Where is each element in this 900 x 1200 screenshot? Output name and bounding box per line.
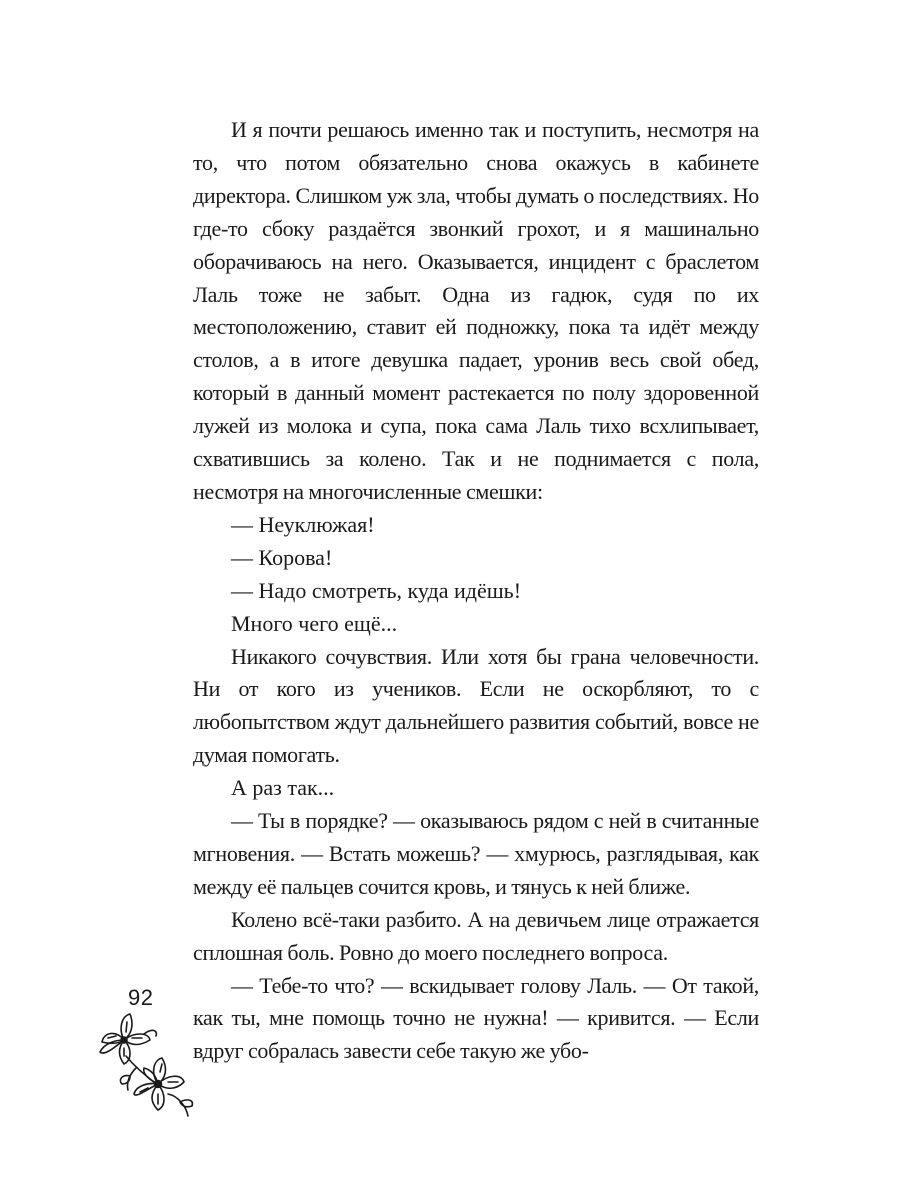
paragraph: — Ты в порядке? — оказываюсь рядом с ней в считанные мгновения. — Встать можешь? — хмурюсь, разглядывая, как между её пальцев сочится кровь, и тянусь к ней ближе. <box>193 808 759 899</box>
paragraph: Много чего ещё... <box>231 610 398 636</box>
flower-ornament-icon <box>96 1010 196 1120</box>
paragraph: И я почти решаюсь именно так и поступить, несмотря на то, что потом обязательно снова окажусь в кабинете директора. Слишком уж зла, чтобы думать о последствиях. Но где-то сбоку раздаётся звонкий грохот, и я машинально оборачиваюсь на него. Оказывается, инцидент с браслетом Лаль тоже не забыт. Одна из гадюк, судя по их местоположению, ставит ей подножку, пока та идёт между столов, а в итоге девушка падает, уронив весь свой обед, который в данный момент растекается по полу здоровенной лужей из молока и супа, пока сама Лаль тихо всхлипывает, схватившись за колено. Так и не поднимается с пола, несмотря на многочисленные смешки: <box>193 117 759 504</box>
page-number: 92 <box>128 985 154 1010</box>
page-body-text <box>193 114 759 1068</box>
paragraph: Никакого сочувствия. Или хотя бы грана человечности. Ни от кого из учеников. Если не оскорбляют, то с любопытством ждут дальнейшего развития событий, вовсе не думая помогать. <box>193 643 759 768</box>
paragraph: — Корова! <box>231 544 333 570</box>
paragraph: — Тебе-то что? — вскидывает голову Лаль. — От такой, как ты, мне помощь точно не нужна! — кривится. — Если вдруг собралась завести себе такую же убо- <box>193 972 759 1064</box>
paragraph: А раз так... <box>231 775 335 801</box>
paragraph: Колено всё-таки разбито. А на девичьем лице отражается сплошная боль. Ровно до моего последнего вопроса. <box>193 906 759 965</box>
paragraph: — Надо смотреть, куда идёшь! <box>231 577 522 603</box>
paragraph: — Неуклюжая! <box>231 511 375 537</box>
